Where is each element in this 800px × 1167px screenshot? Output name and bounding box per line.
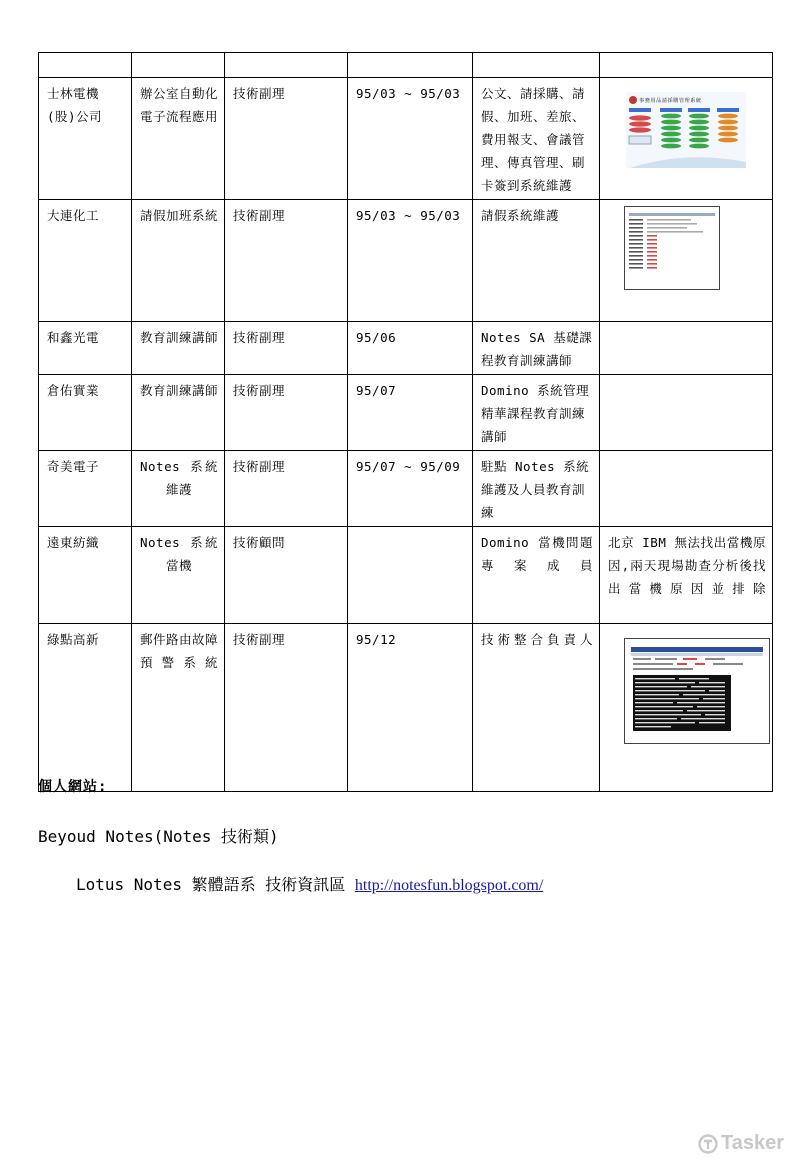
personal-site-heading: 個人網站: bbox=[38, 779, 108, 795]
client-cell: 遠東紡織 bbox=[39, 527, 132, 624]
period-cell: 95/07 ~ 95/09 bbox=[348, 451, 473, 527]
client-cell: 大連化工 bbox=[39, 200, 132, 322]
period-cell: 95/03 ~ 95/03 bbox=[348, 200, 473, 322]
mail-routing-screenshot bbox=[624, 638, 770, 744]
table-row bbox=[39, 200, 773, 322]
system-cell: 郵件路由故障預警系統 bbox=[132, 624, 225, 792]
empty-cell bbox=[600, 451, 773, 527]
site-entry bbox=[76, 872, 543, 895]
site-title: Lotus Notes 繁體語系 技術資訊區 bbox=[76, 875, 346, 894]
table-row bbox=[39, 624, 773, 792]
system-cell: Notes 系統當機 bbox=[132, 527, 225, 624]
logo-icon bbox=[629, 96, 637, 104]
system-cell: 辦公室自動化電子流程應用 bbox=[132, 78, 225, 200]
leave-system-screenshot bbox=[624, 206, 720, 290]
table-header-row bbox=[39, 53, 773, 78]
system-cell: 教育訓練講師 bbox=[132, 375, 225, 451]
client-cell: 奇美電子 bbox=[39, 451, 132, 527]
period-cell: 95/03 ~ 95/03 bbox=[348, 78, 473, 200]
site-link[interactable]: http://notesfun.blogspot.com/ bbox=[354, 877, 544, 894]
table-row bbox=[39, 527, 773, 624]
header-cell bbox=[132, 53, 225, 78]
header-cell bbox=[600, 53, 773, 78]
system-cell: 請假加班系統 bbox=[132, 200, 225, 322]
screenshot-cell bbox=[600, 624, 773, 792]
header-cell bbox=[348, 53, 473, 78]
period-cell: 95/07 bbox=[348, 375, 473, 451]
watermark-text: Tasker bbox=[720, 1132, 784, 1154]
description-cell: 公文、請採購、請假、加班、差旅、費用報支、會議管理、傳真管理、刷卡簽到系統維護 bbox=[473, 78, 600, 200]
screenshot-cell bbox=[600, 200, 773, 322]
tasker-logo-icon bbox=[698, 1134, 718, 1154]
header-cell bbox=[39, 53, 132, 78]
client-cell: 綠點高新 bbox=[39, 624, 132, 792]
role-cell: 技術顧問 bbox=[225, 527, 348, 624]
description-cell: Domino 當機問題專案成員 bbox=[473, 527, 600, 624]
description-cell: 駐點 Notes 系統維護及人員教育訓練 bbox=[473, 451, 600, 527]
description-cell: 請假系統維護 bbox=[473, 200, 600, 322]
period-cell bbox=[348, 527, 473, 624]
header-cell bbox=[225, 53, 348, 78]
description-cell: 技術整合負責人 bbox=[473, 624, 600, 792]
header-cell bbox=[473, 53, 600, 78]
client-cell: 和鑫光電 bbox=[39, 322, 132, 375]
site-category: Beyoud Notes(Notes 技術類) bbox=[38, 827, 279, 846]
period-cell: 95/06 bbox=[348, 322, 473, 375]
note-cell: 北京 IBM 無法找出當機原因,兩天現場勘查分析後找出當機原因並排除 bbox=[600, 527, 773, 624]
role-cell: 技術副理 bbox=[225, 322, 348, 375]
client-cell: 士林電機(股)公司 bbox=[39, 78, 132, 200]
role-cell: 技術副理 bbox=[225, 375, 348, 451]
empty-cell bbox=[600, 375, 773, 451]
procurement-system-screenshot bbox=[626, 92, 746, 168]
period-cell: 95/12 bbox=[348, 624, 473, 792]
role-cell: 技術副理 bbox=[225, 624, 348, 792]
description-cell: Notes SA 基礎課程教育訓練講師 bbox=[473, 322, 600, 375]
project-history-table bbox=[38, 52, 773, 792]
table-row bbox=[39, 375, 773, 451]
table-row bbox=[39, 451, 773, 527]
thumbnail-title: 事務用品請採購管理系統 bbox=[639, 98, 702, 104]
role-cell: 技術副理 bbox=[225, 78, 348, 200]
empty-cell bbox=[600, 322, 773, 375]
client-cell: 倉佑實業 bbox=[39, 375, 132, 451]
role-cell: 技術副理 bbox=[225, 451, 348, 527]
table-row bbox=[39, 78, 773, 200]
system-cell: Notes 系統維護 bbox=[132, 451, 225, 527]
description-cell: Domino 系統管理精華課程教育訓練講師 bbox=[473, 375, 600, 451]
watermark bbox=[698, 1132, 784, 1155]
table-row bbox=[39, 322, 773, 375]
screenshot-cell bbox=[600, 78, 773, 200]
role-cell: 技術副理 bbox=[225, 200, 348, 322]
system-cell: 教育訓練講師 bbox=[132, 322, 225, 375]
